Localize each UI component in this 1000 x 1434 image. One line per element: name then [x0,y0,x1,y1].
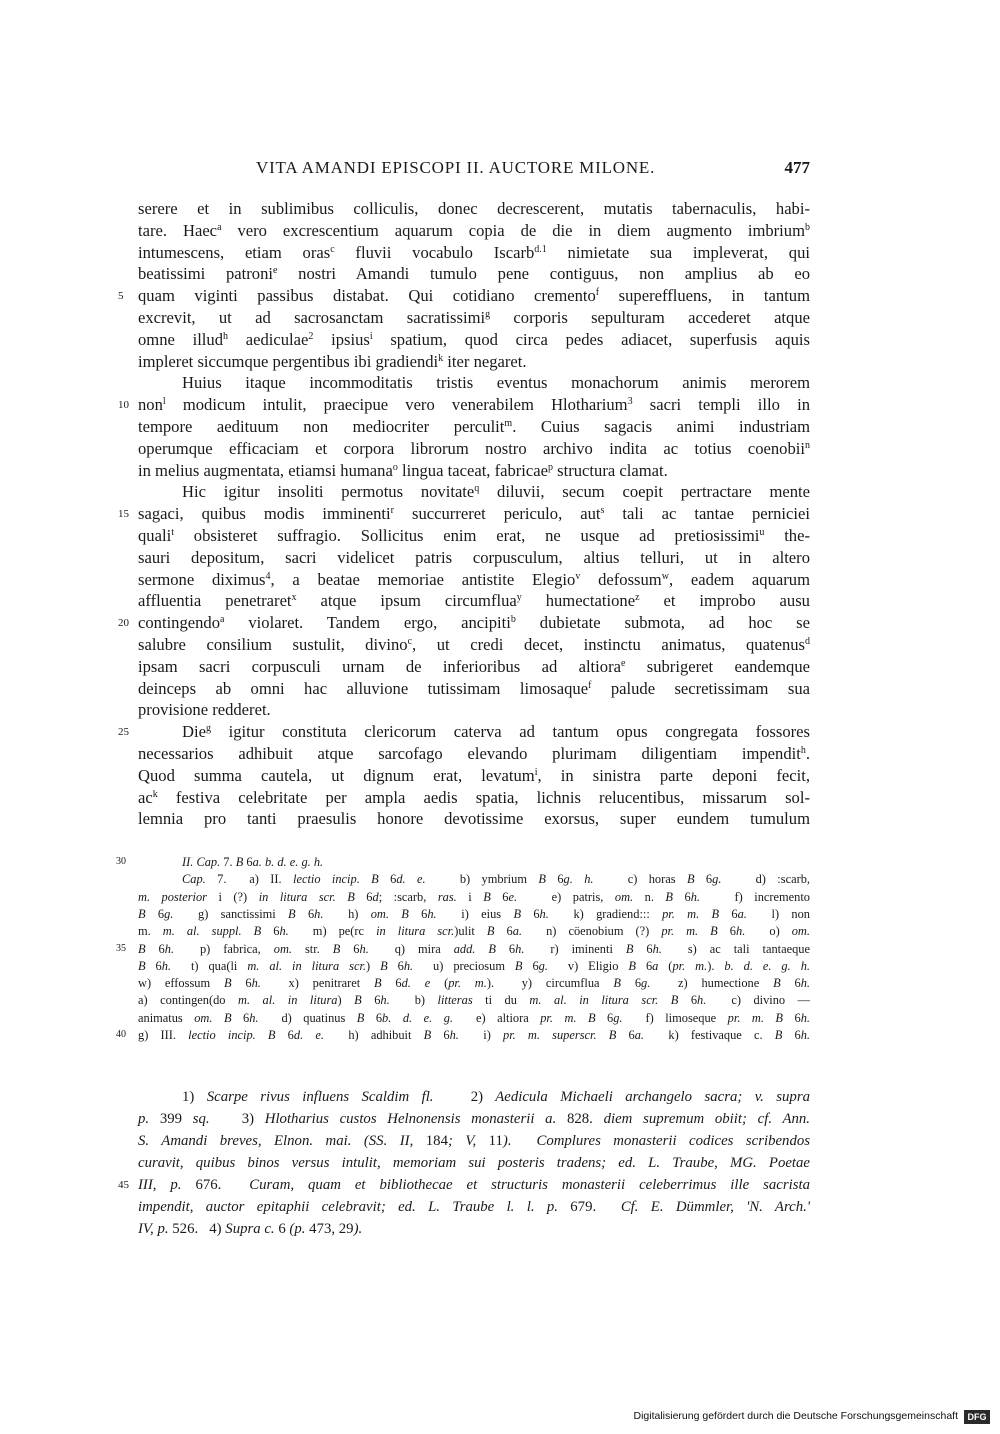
text-line: serere et in sublimibus colliculis, donec decrescerent, mutatis tabernaculis, habi- [138,199,810,218]
text-line: affluentia penetraret$^x$ atque ipsum circumflua$^y$ humectatione$^z$ et improbo ausu [138,591,810,611]
apparatus-line: Cap. 7. a) II. lectio incip. B 6d. e. b) ymbrium B 6g. h. c) horas B 6g. d) :scarb, [182,872,810,887]
footnote-line: 1) Scarpe rivus influens Scaldim fl. 2) Aedicula Michaeli archangelo sacra; v. supra [182,1089,810,1105]
text-line: operumque efficaciam et corpora librorum nostro archivo indita ac totius coenobii$^n$ [138,438,810,458]
text-line: sagaci, quibus modis imminenti$^r$ succurreret periculo, aut$^s$ tali ac tantae perniciei [138,504,810,524]
footnote-line: III, p. 676. Curam, quam et bibliothecae et structuris monasterii celeberrimus ille sacrista [138,1177,810,1193]
text-line: impleret siccumque pergentibus ibi gradiendi$^k$ iter negaret. [138,351,527,371]
text-line: Hic igitur insoliti permotus novitate$^q$ diluvii, secum coepit pertractare mente [182,482,810,502]
text-line: omne illud$^h$ aediculae$^2$ ipsius$^i$ spatium, quod circa pedes adiacet, superfusis aquis [138,329,810,349]
apparatus-line: II. Cap. 7. B 6a. b. d. e. g. h. [182,855,324,869]
apparatus-line: B 6h. p) fabrica, om. str. B 6h. q) mira add. B 6h. r) iminenti B 6h. s) ac tali tantaeque [138,941,811,956]
text-line: sermone diximus$^4$, a beatae memoriae antistite Elegio$^v$ defossum$^w$, eadem aquarum [138,569,810,589]
text-line: non$^l$ modicum intulit, praecipue vero venerabilem Hlotharium$^3$ sacri templi illo in [138,395,810,415]
text-line: Quod summa cautela, ut dignum erat, levatum$^i$, in sinistra parte deponi fecit, [138,765,810,785]
line-number: 15 [118,508,129,521]
line-number: 10 [118,399,129,412]
text-line: $ac^k$ festiva celebritate per ampla aedis spatia, lichnis relucentibus, missarum sol- [138,787,810,807]
text-line: sauri depositum, sacri videlicet patris corpusculum, altius telluri, ut in altero [138,547,810,567]
text-line: intumescens, etiam oras$^c$ fluvii vocabulo Iscarb$^{d.1}$ nimietate sua impleverat, qui [138,242,810,262]
apparatus-line: B 6h. t) qua(li m. al. in litura scr.) B 6h. u) preciosum B 6g. v) Eligio B 6a (pr. m.). b. d. e. g. h. [138,958,810,973]
text-line: quam viginti passibus distabat. Qui cotidiano cremento$^f$ supereffluens, in tantum [138,286,810,306]
apparatus-line: B 6g. g) sanctissimi B 6h. h) om. B 6h. i) eius B 6h. k) gradiend::: pr. m. B 6a. l) non [138,906,810,921]
footnote-line: S. Amandi breves, Elnon. mai. (SS. II, 184; V, 11). Complures monasterii codices scribendos [138,1133,811,1149]
running-header [138,158,810,182]
line-number: 30 [116,856,126,867]
text-line: lemnia pro tanti praesulis honore devotissime exorsus, super eundem tumulum [138,809,810,829]
line-number: 45 [118,1179,129,1191]
apparatus-line: g) III. lectio incip. B 6d. e. h) adhibuit B 6h. i) pr. m. superscr. B 6a. k) festivaque c. B 6h. [138,1028,811,1042]
text-line: provisione redderet. [138,700,271,720]
text-line: excrevit, ut ad sacrosanctam sacratissimi$^g$ corporis sepulturam accederet atque [138,308,811,327]
footnote-line: impendit, auctor epitaphii celebravit; ed. L. Traube l. l. p. 679. Cf. E. Dümmler, 'N. Arch.' [138,1199,811,1215]
dfg-logo: DFG [964,1410,990,1424]
apparatus-line: m. m. al. suppl. B 6h. m) pe(rc in litura scr.)ulit B 6a. n) cöenobium (?) pr. m. B 6h. o) om. [138,924,810,939]
text-line: deinceps ab omni hac alluvione tutissimam limosaque$^f$ palude secretissimam sua [138,678,810,698]
line-number: 20 [118,617,129,630]
apparatus-line: w) effossum B 6h. x) penitraret B 6d. e (pr. m.). y) circumflua B 6g. z) humectione B 6h. [138,976,810,991]
text-line: Huius itaque incommoditatis tristis eventus monachorum animis merorem [182,373,810,393]
footnote-line: IV, p. 526. 4) Supra c. 6 (p. 473, 29). [138,1221,363,1237]
line-number: 25 [118,726,129,739]
apparatus-line: a) contingen(do m. al. in litura) B 6h. b) litteras ti du m. al. in litura scr. B 6h. c) divino — [138,993,811,1008]
apparatus-line: m. posterior i (?) in litura scr. B 6d; :scarb, ras. i B 6e. e) patris, om. n. B 6h. f) incremento [138,889,810,904]
running-title: VITA AMANDI EPISCOPI II. AUCTORE MILONE. [256,158,656,177]
text-line: in melius augmentata, etiamsi humana$^o$ lingua taceat, fabricae$^p$ structura clamat. [138,460,668,480]
text-line: ipsam sacri corpusculi urnam de inferioribus ad altiora$^e$ subrigeret eandemque [138,656,811,676]
apparatus-line: animatus om. B 6h. d) quatinus B 6b. d. e. g. e) altiora pr. m. B 6g. f) limoseque pr. m. B 6h. [138,1010,810,1025]
text-line: Die$^g$ igitur constituta clericorum caterva ad tantum opus congregata fossores [182,722,810,742]
text-line: tempore aedituum non mediocriter perculit$^m$. Cuius sagacis animi industriam [138,417,810,436]
text-line: quali$^t$ obsisteret suffragio. Sollicitus enim erat, ne usque ad pretiosissimi$^u$ the- [138,526,810,545]
line-number: 40 [116,1029,126,1040]
page-number: 477 [784,158,810,177]
digitization-credit: Digitalisierung gefördert durch die Deutsche Forschungsgemeinschaft [633,1410,958,1422]
text-line: contingendo$^a$ violaret. Tandem ergo, ancipiti$^b$ dubietate submota, ad hoc se [138,613,810,633]
footnote-line: curavit, quibus binos versus intulit, memoriam sui posteris tradens; ed. L. Traube, MG. Poetae [138,1155,810,1171]
footnote-line: p. 399 sq. 3) Hlotharius custos Helnonensis monasterii a. 828. diem supremum obiit; cf. Ann. [138,1111,811,1127]
text-line: beatissimi patroni$^e$ nostri Amandi tumulo pene contiguus, non amplius ab eo [138,264,810,284]
line-number: 35 [116,942,126,954]
text-line: tare. Haec$^a$ vero excrescentium aquarum copia de die in diem augmento imbrium$^b$ [138,220,810,240]
text-line: necessarios adhibuit atque sarcofago elevando plurimam diligentiam impendit$^h$. [138,744,810,763]
line-number: 5 [118,290,124,303]
text-line: salubre consilium sustulit, divino$^c$, ut credi decet, instinctu animatus, quatenus$^d$ [138,635,810,654]
